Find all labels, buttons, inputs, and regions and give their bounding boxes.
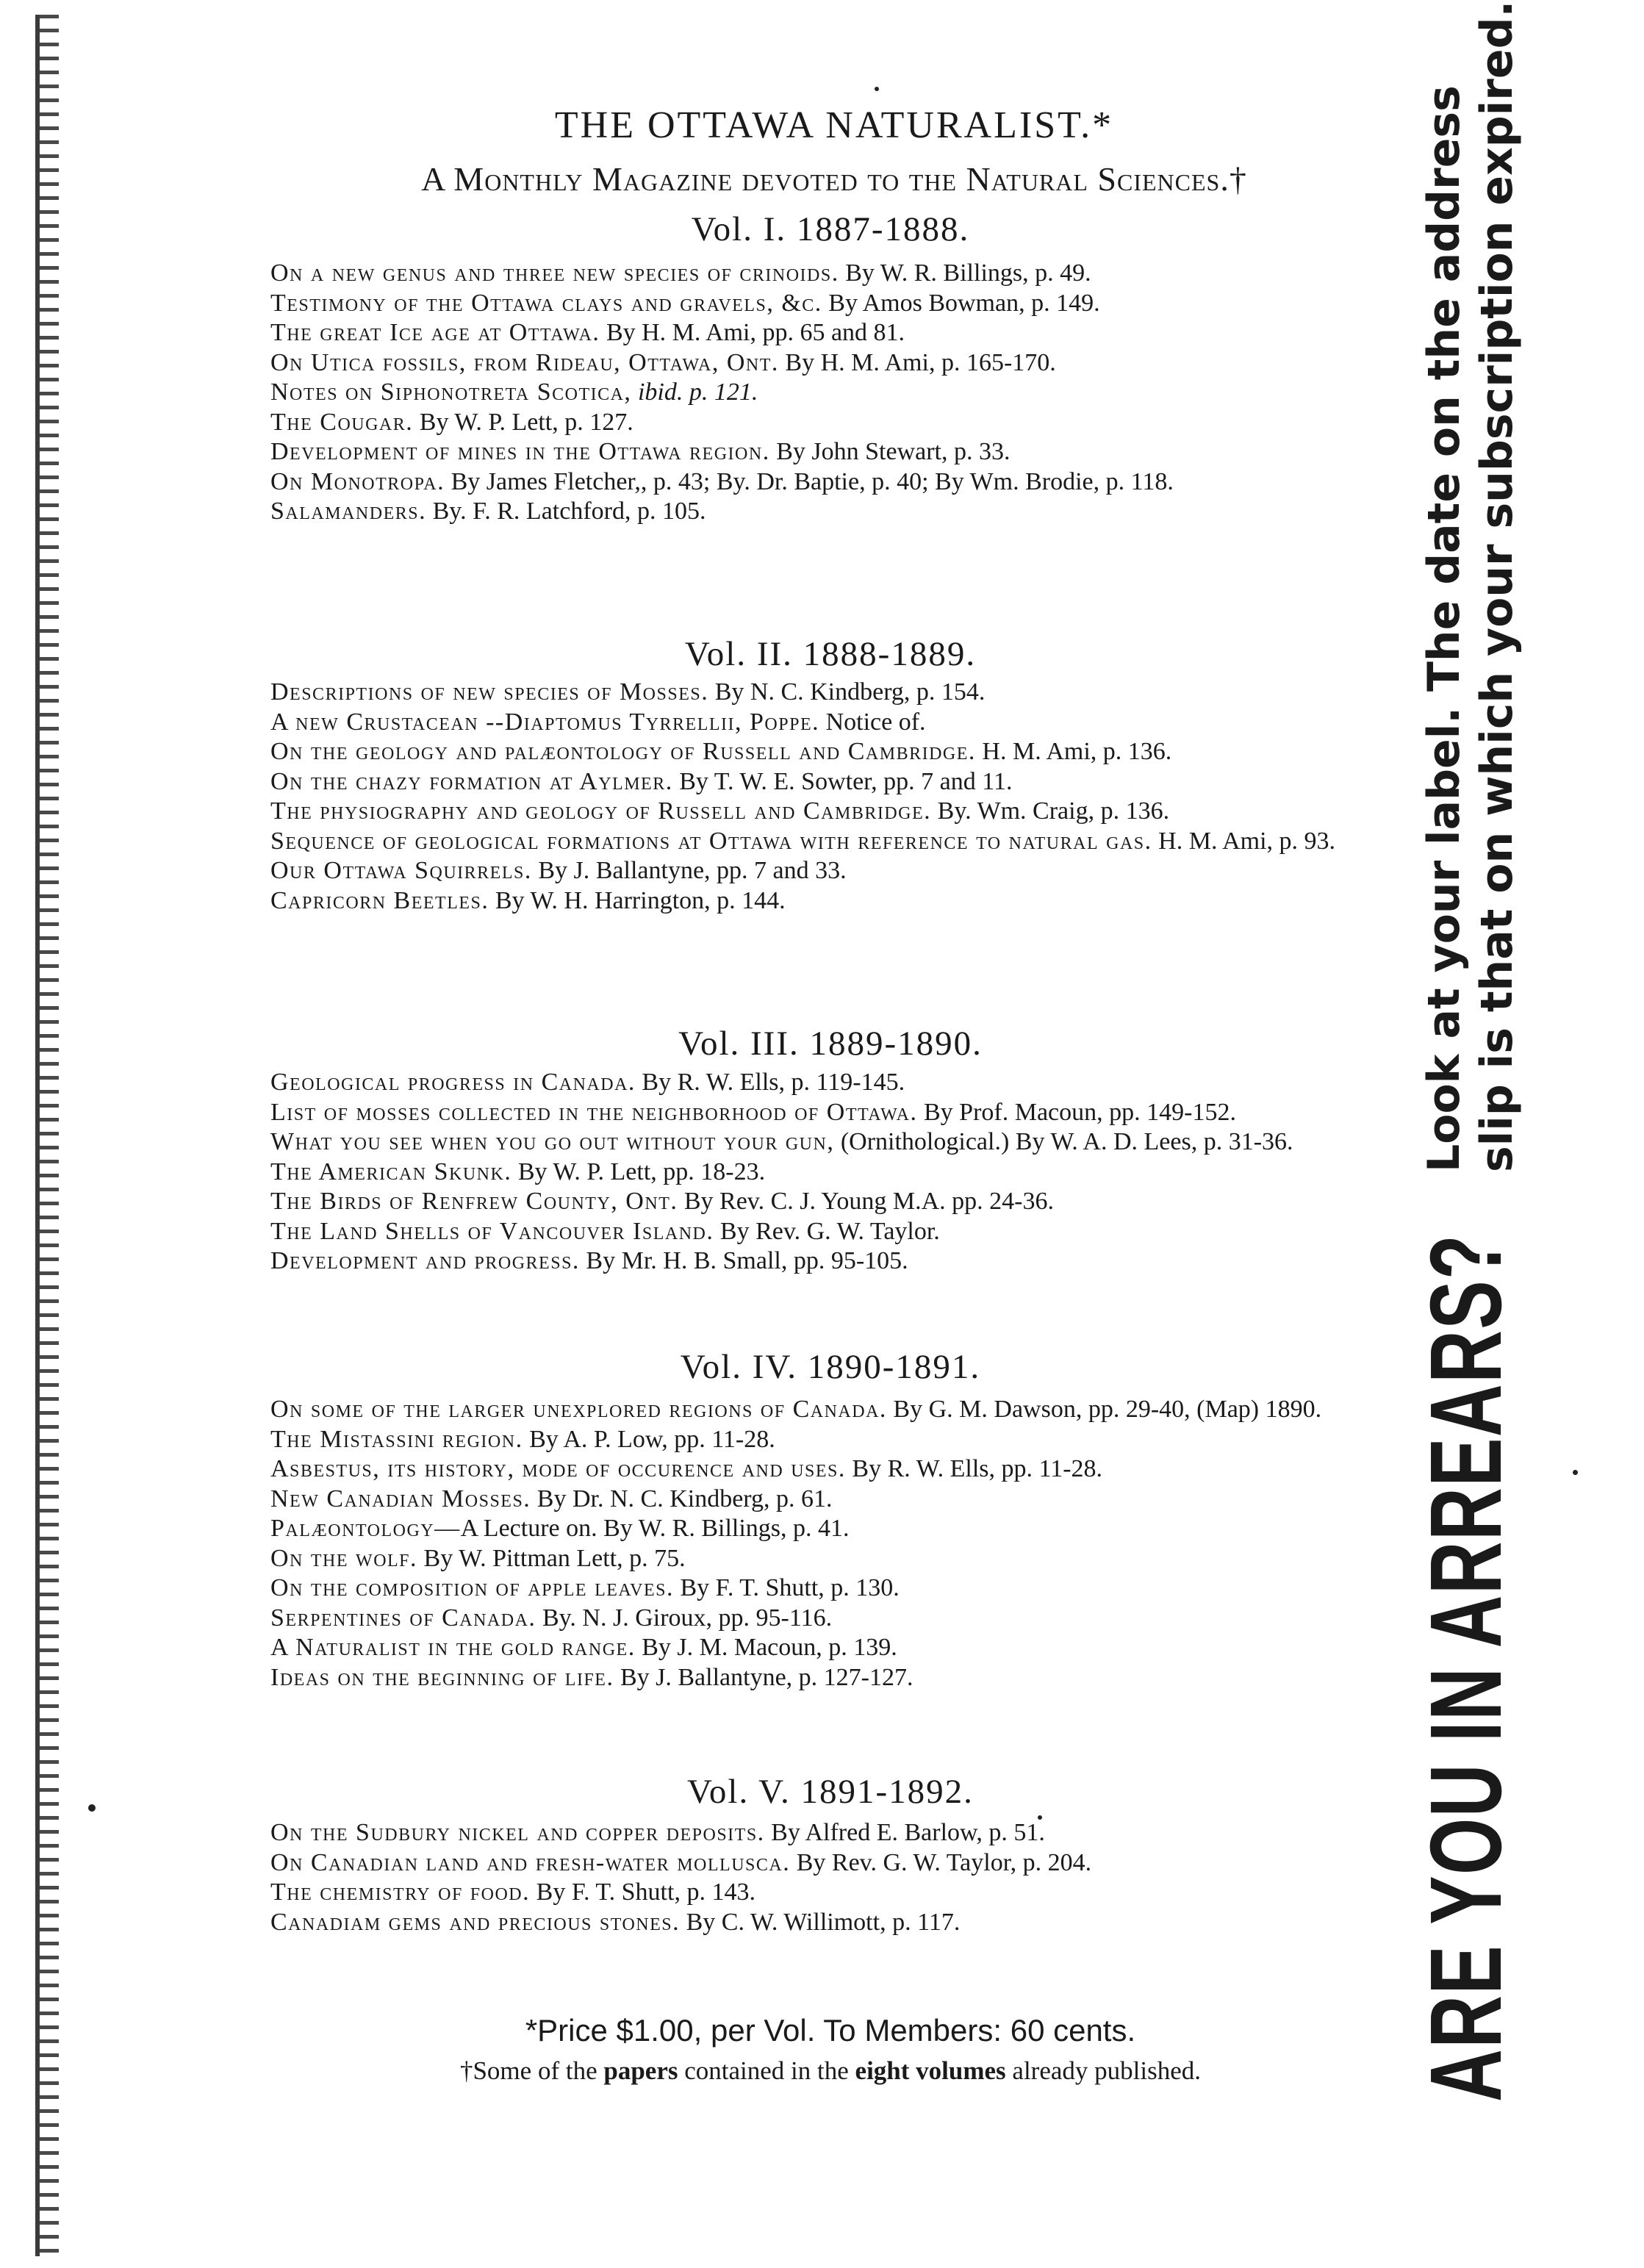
entry-detail: H. M. Ami, p. 136. [982, 738, 1172, 765]
volume-entries [270, 1395, 1406, 1693]
entry-detail: By W. Pittman Lett, p. 75. [423, 1544, 686, 1572]
entry-detail: By Rev. G. W. Taylor. [719, 1217, 940, 1245]
page-title: THE OTTAWA NATURALIST.* [554, 104, 1114, 146]
entry-topic: On the Sudbury nickel and copper deposits. [270, 1819, 765, 1846]
entry [270, 437, 1406, 467]
entry [270, 497, 1406, 527]
entry [270, 1663, 1406, 1693]
volume-entries [270, 1068, 1406, 1277]
entry-topic: Geological progress in Canada. [270, 1069, 636, 1096]
entry-detail: By W. R. Billings, p. 49. [845, 259, 1091, 287]
entry [270, 1158, 1406, 1188]
footnote-bold-volumes: eight volumes [855, 2056, 1006, 2085]
entry-detail: By W. P. Lett, pp. 18-23. [517, 1158, 766, 1185]
entry [270, 1573, 1406, 1604]
entry-detail: By J. M. Macoun, p. 139. [642, 1634, 897, 1661]
entry-topic: The American Skunk. [270, 1158, 512, 1185]
entry-topic: On Canadian land and fresh-water mollusca. [270, 1848, 791, 1876]
entry [270, 467, 1406, 498]
entry-topic: Notes on Siphonotreta Scotica, [270, 378, 632, 406]
entry [270, 1485, 1406, 1515]
entry-topic: Development of mines in the Ottawa region. [270, 438, 770, 465]
entry [270, 1187, 1406, 1217]
entry-topic: The physiography and geology of Russell and Cambridge. [270, 797, 932, 825]
entry-detail: By F. T. Shutt, p. 130. [680, 1574, 900, 1601]
entry [270, 1425, 1406, 1455]
entry [270, 1514, 1406, 1544]
footnote-suffix: already published. [1005, 2056, 1202, 2085]
side-banner [1410, 0, 1632, 2102]
entry-topic: On the chazy formation at Aylmer. [270, 767, 673, 795]
entry-topic: Our Ottawa Squirrels. [270, 857, 532, 884]
entry [270, 1068, 1406, 1098]
entry [270, 289, 1406, 319]
footnote-bold-papers: papers [603, 2056, 678, 2085]
entry-detail: By R. W. Ells, p. 119-145. [642, 1069, 905, 1096]
entry-topic: Descriptions of new species of Mosses. [270, 678, 709, 706]
entry [270, 737, 1406, 767]
entry-topic: On the composition of apple leaves. [270, 1574, 674, 1601]
entry-detail: By. Wm. Craig, p. 136. [937, 797, 1170, 825]
entry-detail: By Amos Bowman, p. 149. [828, 289, 1100, 317]
footnote [279, 2054, 1382, 2088]
entry-topic: On some of the larger unexplored regions of Canada. [270, 1396, 887, 1423]
page-subtitle: A Monthly Magazine devoted to the Natural Sciences.† [421, 160, 1247, 198]
entry-topic: On a new genus and three new species of crinoids. [270, 259, 839, 287]
entry-detail: By W. P. Lett, p. 127. [419, 408, 633, 436]
entry-detail: By. F. R. Latchford, p. 105. [432, 498, 706, 525]
entry-topic: The Birds of Renfrew County, Ont. [270, 1188, 678, 1215]
entry-detail: By G. M. Dawson, pp. 29-40, (Map) 1890. [893, 1396, 1322, 1423]
entry-detail: (Ornithological.) By W. A. D. Lees, p. 31-36. [840, 1128, 1293, 1155]
entry [270, 856, 1406, 886]
volume-heading: Vol. II. 1888-1889. [684, 635, 977, 673]
footnote-mid: contained in the [678, 2056, 855, 2085]
entry-detail: By R. W. Ells, pp. 11-28. [852, 1455, 1103, 1482]
entry-topic: Salamanders. [270, 498, 427, 525]
entry-topic: The Cougar. [270, 408, 414, 436]
entry-detail: By T. W. E. Sowter, pp. 7 and 11. [679, 767, 1013, 795]
entry-topic: New Canadian Mosses. [270, 1485, 531, 1512]
entry-detail: By Prof. Macoun, pp. 149-152. [923, 1098, 1236, 1126]
entry-detail: By N. C. Kindberg, p. 154. [714, 678, 986, 706]
entry [270, 1127, 1406, 1158]
entry-detail: By H. M. Ami, p. 165-170. [785, 348, 1056, 376]
entry [270, 1848, 1406, 1878]
entry [270, 678, 1406, 708]
entry-topic: Palæontology— [270, 1515, 461, 1542]
entry [270, 886, 1406, 916]
footnote-prefix: †Some of the [459, 2056, 604, 2085]
entry [270, 767, 1406, 797]
entry-detail: H. M. Ami, p. 93. [1158, 827, 1336, 855]
entry [270, 827, 1406, 857]
ink-speck [88, 1804, 96, 1812]
entry [270, 1217, 1406, 1247]
entry-detail: By James Fletcher,, p. 43; By. Dr. Baptie, p. 40; By Wm. Brodie, p. 118. [451, 467, 1174, 495]
entry-topic: On Monotropa. [270, 467, 445, 495]
entry-topic: Development and progress. [270, 1247, 580, 1274]
entry-detail: By John Stewart, p. 33. [776, 438, 1011, 465]
entry-detail: By J. Ballantyne, pp. 7 and 33. [538, 857, 847, 884]
entry [270, 708, 1406, 738]
entry-topic: Sequence of geological formations at Ottawa with reference to natural gas. [270, 827, 1152, 855]
entry [270, 1818, 1406, 1848]
entry [270, 1908, 1406, 1938]
entry-detail: By A. P. Low, pp. 11-28. [529, 1425, 775, 1453]
entry-detail: By Rev. C. J. Young M.A. pp. 24-36. [683, 1188, 1055, 1215]
entry [270, 1246, 1406, 1277]
entry-detail: By W. H. Harrington, p. 144. [495, 886, 786, 914]
volume-entries [270, 678, 1406, 916]
entry-detail: By Alfred E. Barlow, p. 51. [771, 1819, 1045, 1846]
entry [270, 1098, 1406, 1128]
entry-detail: ibid. p. 121. [637, 378, 758, 406]
entry-topic: On the wolf. [270, 1544, 418, 1572]
entry [270, 797, 1406, 827]
entry [270, 259, 1406, 289]
entry-topic: Testimony of the Ottawa clays and gravels, &c. [270, 289, 822, 317]
entry-topic: Serpentines of Canada. [270, 1604, 536, 1632]
entry-topic: On the geology and palæontology of Russell and Cambridge. [270, 738, 976, 765]
entry [270, 378, 1406, 408]
entry-topic: List of mosses collected in the neighborhood of Ottawa. [270, 1098, 918, 1126]
entry [270, 1395, 1406, 1425]
entry-topic: The Land Shells of Vancouver Island. [270, 1217, 714, 1245]
volume-heading: Vol. IV. 1890-1891. [680, 1348, 981, 1386]
entry-topic: The chemistry of food. [270, 1878, 531, 1906]
entry [270, 348, 1406, 378]
entry-detail: Notice of. [825, 708, 926, 736]
entry-topic: Asbestus, its history, mode of occurence and uses. [270, 1455, 846, 1482]
entry [270, 1604, 1406, 1634]
volume-entries [270, 259, 1406, 527]
entry [270, 408, 1406, 438]
entry-topic: The Mistassini region. [270, 1425, 523, 1453]
entry [270, 1544, 1406, 1574]
banner-line-2: slip is that on which your subscription expired. [1471, 0, 1523, 1172]
entry-topic: The great Ice age at Ottawa. [270, 319, 600, 346]
entry-detail: By. N. J. Giroux, pp. 95-116. [542, 1604, 833, 1632]
volume-heading: Vol. III. 1889-1890. [678, 1024, 983, 1063]
entry [270, 1633, 1406, 1663]
entry [270, 1878, 1406, 1908]
volume-heading: Vol. V. 1891-1892. [687, 1773, 974, 1811]
arrears-headline: ARE YOU IN ARREARS? [1410, 1233, 1523, 2102]
entry-topic: Ideas on the beginning of life. [270, 1663, 614, 1691]
entry-topic: What you see when you go out without your gun, [270, 1128, 835, 1155]
entry-detail: By C. W. Willimott, p. 117. [686, 1908, 961, 1936]
entry-detail: By F. T. Shutt, p. 143. [536, 1878, 755, 1906]
entry-detail: A Lecture on. By W. R. Billings, p. 41. [460, 1515, 850, 1542]
binding-edge [35, 15, 59, 2256]
ink-speck [875, 87, 879, 91]
entry-topic: A new Crustacean --Diaptomus Tyrrellii, Poppe. [270, 708, 820, 736]
entry-topic: A Naturalist in the gold range. [270, 1634, 636, 1661]
price-line: *Price $1.00, per Vol. To Members: 60 cents. [525, 2013, 1136, 2048]
volume-heading: Vol. I. 1887-1888. [691, 210, 970, 248]
banner-line-1: Look at your label. The date on the address [1418, 85, 1470, 1172]
entry-detail: By H. M. Ami, pp. 65 and 81. [606, 319, 905, 346]
entry-topic: On Utica fossils, from Rideau, Ottawa, Ont. [270, 348, 779, 376]
entry-detail: By Mr. H. B. Small, pp. 95-105. [586, 1247, 908, 1274]
entry-topic: Canadiam gems and precious stones. [270, 1908, 681, 1936]
entry-topic: Capricorn Beetles. [270, 886, 489, 914]
entry-detail: By Rev. G. W. Taylor, p. 204. [796, 1848, 1092, 1876]
entry-detail: By J. Ballantyne, p. 127-127. [620, 1663, 913, 1691]
entry [270, 318, 1406, 348]
entry-detail: By Dr. N. C. Kindberg, p. 61. [536, 1485, 833, 1512]
volume-entries [270, 1818, 1406, 1937]
entry [270, 1454, 1406, 1485]
